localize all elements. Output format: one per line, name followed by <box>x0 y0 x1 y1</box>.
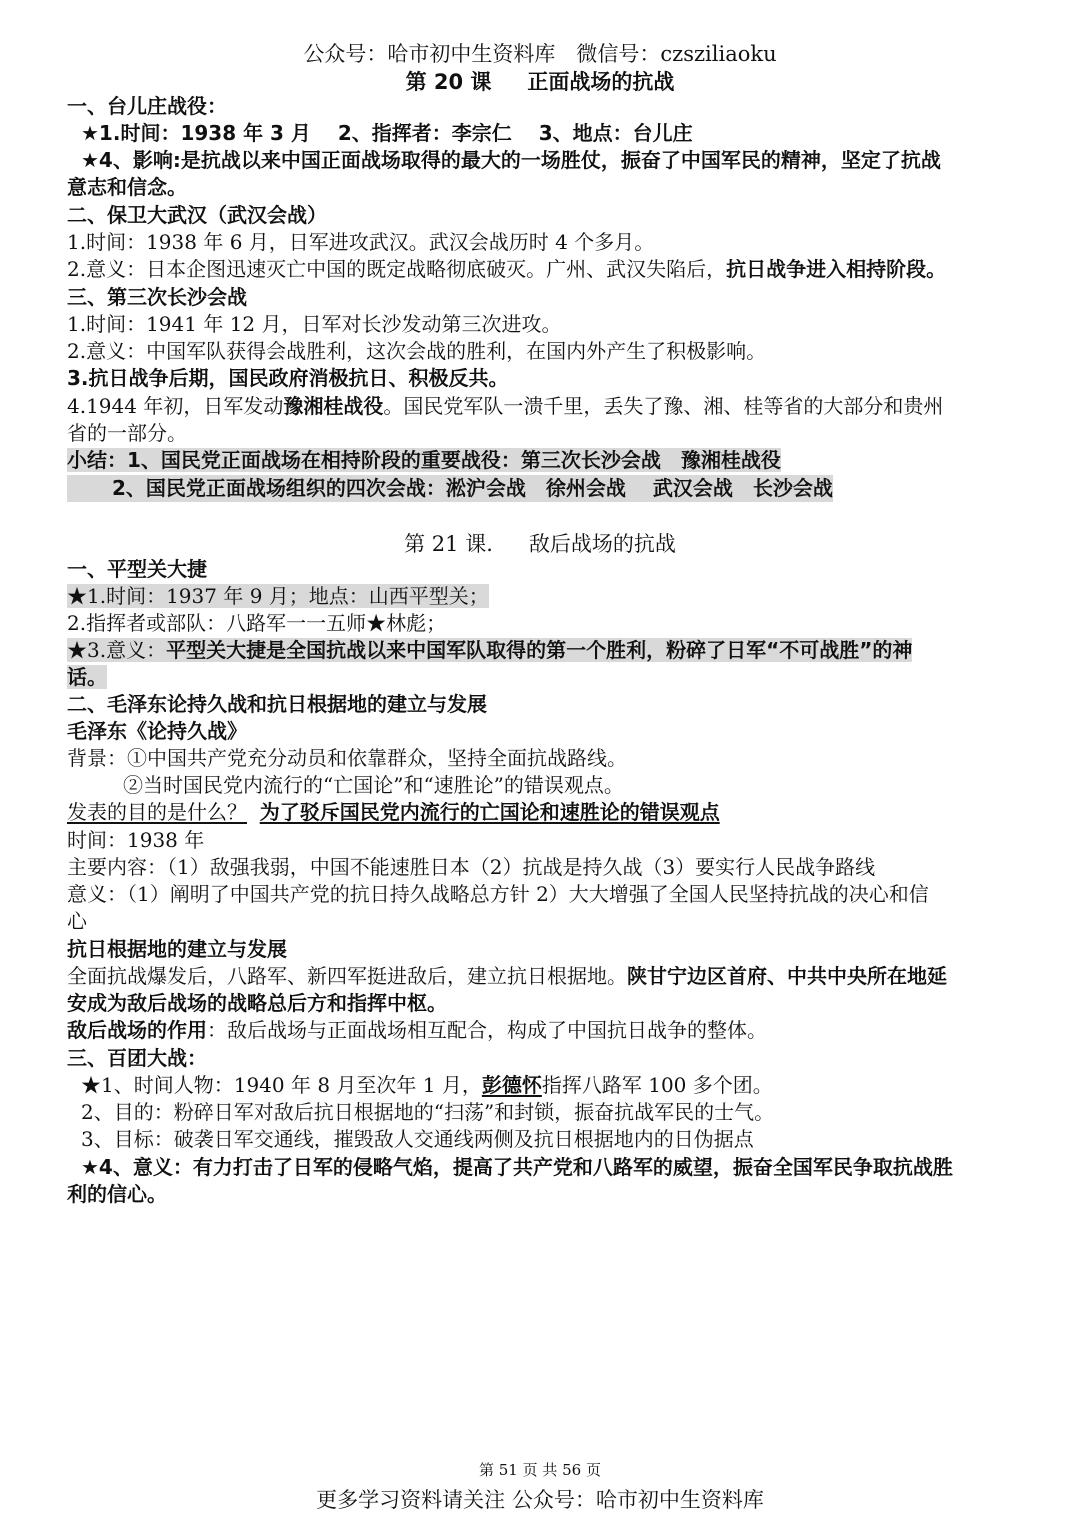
section-heading: 一、台儿庄战役： <box>67 94 227 118</box>
text-line: 2、目的：粉碎日军对敌后抗日根据地的“扫荡”和封锁，振奋抗战军民的士气。 <box>81 1100 775 1124</box>
text-segment: 指挥八路军 100 多个团。 <box>541 1073 773 1097</box>
text-line: ★4、影响:是抗战以来中国正面战场取得的最大的一场胜仗，振奋了中国军民的精神，坚定了抗战 <box>81 148 941 172</box>
section-heading: 一、平型关大捷 <box>67 557 207 581</box>
page-footer: 更多学习资料请关注 公众号：哈市初中生资料库 <box>316 1488 764 1512</box>
text-segment: 4.1944 年初，日军发动 <box>67 394 284 418</box>
text-line: ★1.时间：1938 年 3 月 2、指挥者：李宗仁 3、地点：台儿庄 <box>81 121 693 145</box>
section-heading: 二、保卫大武汉（武汉会战） <box>67 203 327 227</box>
text-line <box>67 1072 1036 1099</box>
text-line: 安成为敌后战场的战略总后方和指挥中枢。 <box>67 991 447 1015</box>
text-line: 1.时间：1941 年 12 月，日军对长沙发动第三次进攻。 <box>67 312 562 336</box>
text-segment-bold: 豫湘桂战役 <box>283 394 384 418</box>
question-text: 发表的目的是什么？ <box>67 800 247 824</box>
text-segment-bold: 彭德怀 <box>481 1073 542 1097</box>
summary-line-2 <box>67 475 833 502</box>
text-segment: 。国民党军队一溃千里，丢失了豫、湘、桂等省的大部分和贵州 <box>383 394 944 418</box>
text-segment: ★3.意义： <box>67 638 167 662</box>
text-line: 心 <box>67 909 87 933</box>
text-line <box>67 963 1022 990</box>
text-line <box>67 637 1022 664</box>
text-line <box>67 393 1022 420</box>
text-line: ②当时国民党内流行的“亡国论”和“速胜论”的错误观点。 <box>123 773 624 797</box>
page-header: 公众号：哈市初中生资料库 微信号：czsziliaoku <box>303 42 777 66</box>
text-line <box>67 583 489 610</box>
text-line: 省的一部分。 <box>67 421 187 445</box>
question-line <box>67 799 1022 826</box>
text-line: 意义：（1）阐明了中国共产党的抗日持久战略总方针 2）大大增强了全国人民坚持抗战的决心和信 <box>67 882 929 906</box>
subheading: 抗日根据地的建立与发展 <box>67 937 287 961</box>
lesson-20-name: 正面战场的抗战 <box>527 70 675 94</box>
text-segment-bold: 敌后战场的作用 <box>67 1018 207 1042</box>
text-line: 3.抗日战争后期，国民政府消极抗日、积极反共。 <box>67 366 509 390</box>
text-segment-bold: 平型关大捷是全国抗战以来中国军队取得的第一个胜利，粉碎了日军“不可战胜”的神 <box>166 638 913 662</box>
lesson-21-name: 敌后战场的抗战 <box>528 532 676 556</box>
text-line: 1.时间：1938 年 6 月，日军进攻武汉。武汉会战历时 4 个多月。 <box>67 230 655 254</box>
highlighted-text: 2、国民党正面战场组织的四次会战：淞沪会战 徐州会战 武汉会战 长沙会战 <box>67 475 833 502</box>
text-line <box>67 1017 1022 1044</box>
highlighted-text: 话。 <box>67 665 107 689</box>
section-heading: 三、百团大战： <box>67 1046 207 1070</box>
text-segment: ★1、时间人物：1940 年 8 月至次年 1 月， <box>81 1073 482 1097</box>
text-line: 主要内容：（1）敌强我弱，中国不能速胜日本（2）抗战是持久战（3）要实行人民战争路线 <box>67 855 876 879</box>
text-line <box>67 664 1022 691</box>
text-line: 2.意义：中国军队获得会战胜利，这次会战的胜利，在国内外产生了积极影响。 <box>67 339 767 363</box>
lesson-20-title <box>0 66 1080 96</box>
text-segment: 2.意义：日本企图迅速灭亡中国的既定战略彻底破灭。广州、武汉失陷后， <box>67 257 727 281</box>
section-heading: 二、毛泽东论持久战和抗日根据地的建立与发展 <box>67 692 487 716</box>
page-number: 第 51 页 共 56 页 <box>478 1461 601 1479</box>
text-line: 2.指挥者或部队：八路军一一五师★林彪； <box>67 611 447 635</box>
text-segment-bold: 陕甘宁边区首府、中共中央所在地延 <box>627 964 947 988</box>
answer-text: 为了驳斥国民党内流行的亡国论和速胜论的错误观点 <box>259 800 720 824</box>
lesson-21-title <box>0 528 1080 558</box>
text-line: 3、目标：破袭日军交通线，摧毁敌人交通线两侧及抗日根据地内的日伪据点 <box>81 1127 754 1151</box>
highlighted-text: ★1.时间：1937 年 9 月；地点：山西平型关； <box>67 584 489 608</box>
highlighted-text: 小结：1、国民党正面战场在相持阶段的重要战役：第三次长沙会战 豫湘桂战役 <box>67 448 781 472</box>
summary-line-1 <box>67 447 781 474</box>
text-line: 时间：1938 年 <box>67 828 205 852</box>
lesson-20-number: 第 20 课 <box>405 70 492 94</box>
highlighted-text <box>67 638 912 662</box>
text-segment: ：敌后战场与正面战场相互配合，构成了中国抗日战争的整体。 <box>207 1018 767 1042</box>
text-segment: 全面抗战爆发后，八路军、新四军挺进敌后，建立抗日根据地。 <box>67 964 627 988</box>
text-line <box>67 256 1022 283</box>
text-segment-bold: 抗日战争进入相持阶段。 <box>726 257 947 281</box>
text-line: 意志和信念。 <box>67 175 187 199</box>
subheading: 毛泽东《论持久战》 <box>67 719 247 743</box>
text-line: 利的信心。 <box>67 1182 167 1206</box>
lesson-21-number: 第 21 课. <box>404 532 493 556</box>
text-line: 背景：①中国共产党充分动员和依靠群众，坚持全面抗战路线。 <box>67 746 627 770</box>
section-heading: 三、第三次长沙会战 <box>67 285 247 309</box>
text-line: ★4、意义：有力打击了日军的侵略气焰，提高了共产党和八路军的威望，振奋全国军民争取抗战胜 <box>81 1155 953 1179</box>
